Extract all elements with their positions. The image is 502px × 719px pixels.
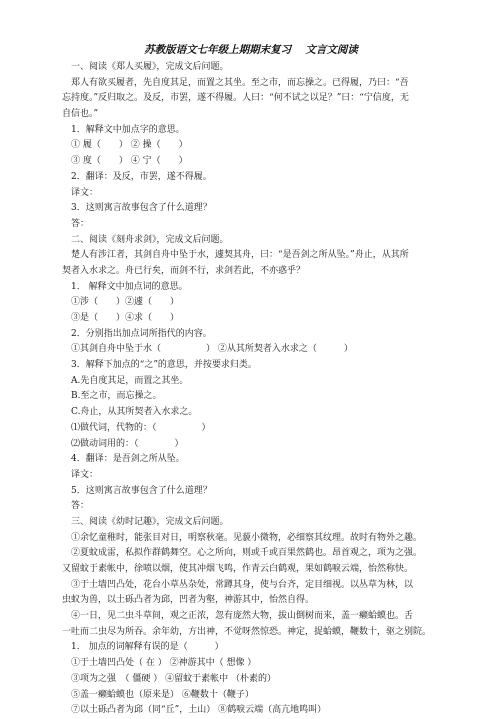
text-line: A.先自度其足，而置之其坐。 [71,375,189,386]
text-line: 忘持度。”反归取之。及反，市罢，遂不得履。人曰：“何不试之以足？”曰：“宁信度，无 [62,93,409,104]
text-line: 答： [71,501,90,512]
text-line: ① 履（ ） ② 操（ ） [71,140,188,151]
text-line: 自信也。” [62,109,99,120]
text-line: 郑人有欲买履者，先自度其足，而置之其坐。至之市，而忘操之。已得履，乃曰：“吾 [71,77,409,88]
text-line: ②夏蚊成雷，私拟作群鹤舞空。心之所向，则或千或百果然鹤也。昂首观之，项为之强。 [71,548,423,559]
text-line: 一、阅读《郑人买履》，完成文后问题。 [71,62,229,72]
text-line: 答： [71,218,90,229]
text-line: 译文： [71,469,99,480]
text-line: ⑦以土砾凸者为邱（同“丘”，土山） ⑧鹤唳云端（高亢地鸣叫） [71,705,327,716]
text-line: 又留蚊于素帐中，徐喷以烟，使其冲烟飞鸣，作青云白鹤观，果如鹤唳云端，怡然称快。 [62,564,414,574]
text-line: ①涉（ ）②遽（ ） [71,297,180,308]
text-line: ①于土墙凹凸处（ 在 ） ②神游其中（ 想像 ） [71,658,257,669]
text-line: 楚人有涉江者，其剑自舟中坠于水，遽契其舟，曰：“是吾剑之所从坠。”舟止，从其所 [71,250,409,261]
text-line: C.舟止，从其所契者入水求之。 [71,407,198,418]
text-line: 5．这则寓言故事包含了什么道理？ [71,485,212,496]
text-line: 1． 解释文中加点词的意思。 [71,281,188,292]
text-line: 2．分别指出加点词所指代的内容。 [71,328,212,339]
text-line: 2．翻译：及反，市罢，遂不得履。 [71,171,212,182]
text-line: 契者入水求之。舟已行矣，而剑不行，求剑若此，不亦惑乎？ [62,265,306,276]
text-line: ③是（ ）④求（ ） [71,313,180,323]
document-title: 苏教版语文七年级上期期末复习 文言文阅读 [144,44,358,56]
text-line: 3．解释下加点的“之”的意思，并按要求归类。 [71,360,257,371]
text-line: 3．这则寓言故事包含了什么道理？ [71,203,212,214]
text-line: 1. 加点的词解释有误的是（ ） [71,642,224,653]
text-line: 一吐而二虫尽为所吞。余年幼，方出神，不觉呀然惊恐。神定，捉蛤蟆，鞭数十，驱之别院。 [62,626,432,637]
text-line: 1．解释文中加点字的意思。 [71,124,185,135]
text-line: ⑴做代词，代物的：（ ） [71,422,211,433]
text-line: ①余忆童稚时，能张目对日，明察秋毫。见藐小微物，必细察其纹理。故时有物外之趣。 [71,532,423,543]
text-line: 译文： [71,187,99,198]
text-line: ⑵做动词用的：（ ） [71,438,184,449]
text-line: ③项为之强 （ 僵硬 ） ④留蚊于素帐中 （朴素的） [71,673,276,684]
text-line: ③于土墙凹凸处，花台小草丛杂处，常蹲其身，使与台齐，定目细视。以丛草为林，以 [71,579,414,590]
document-body [62,60,456,719]
text-line: ①其剑自舟中坠于水（ ） ②从其所契者入水求之（ ） [71,344,353,355]
text-line: ③ 度（ ） ④ 宁（ ） [71,156,188,167]
text-line: 二、阅读《刻舟求剑》，完成文后问题。 [71,234,229,245]
text-line: 三、阅读《幼时记趣》，完成文后问题。 [71,516,229,527]
text-line: B.至之市，而忘操之。 [71,391,162,402]
text-line: ④一日，见二虫斗草间，观之正浓，忽有庞然大物，拔山倒树而来，盖一癞蛤蟆也。舌 [71,611,414,622]
text-line: 虫蚁为兽，以土砾凸者为邱，凹者为壑，神游其中，怡然自得。 [62,595,315,606]
text-line: 4．翻译：是吾剑之所从坠。 [71,454,185,465]
text-line: ⑤盖一癞蛤蟆也（原来是） ⑥鞭数十（鞭子） [71,689,254,700]
